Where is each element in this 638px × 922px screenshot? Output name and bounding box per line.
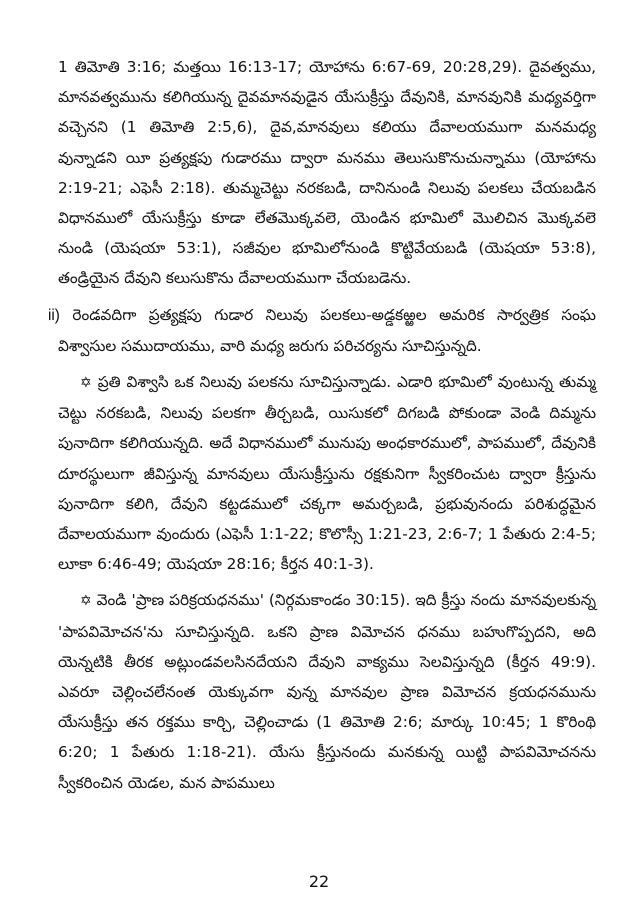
paragraph-star-1-text: ప్రతి విశ్వాసి ఒక నిలువు పలకను సూచిస్తున్నాడు. ఎడారి భూమిలో వుంటున్న తుమ్మ చెట్టు నరకబడి, నిలువు పలకగా తీర్చబడి, యిసుకలో దిగబడి పోకుండా వెండి దిమ్మను పునాదిగా కలిగియున్నది. అదే విధానములో మునుపు అంధకారములో, పాపములో, దేవునికి దూరస్థులుగా జీవిస్తున్న మానవులు యేసుక్రీస్తును రక్షకునిగా స్వీకరించుట ద్వారా క్రీస్తును పునాదిగా కలిగి, దేవుని కట్టడములో చక్కగా అమర్చబడి, ప్రభువునందు పరిశుద్ధమైన దేవాలయముగా వుందురు (ఎఫెసీ 1:1-22; కొలొస్సీ 1:21-23, 2:6-7; 1 పేతురు 2:4-5; లూకా 6:46-49; యెషయా 28:16; కీర్తన 40:1-3). bbox=[58, 373, 596, 574]
paragraph-star-2-text: వెండి 'ప్రాణ పరిక్రయధనము' (నిర్గమకాండం 30:15). ఇది క్రీస్తు నందు మానవులకున్న 'పాపవిమోచన'ను సూచిస్తున్నది. ఒకని ప్రాణ విమోచన ధనము బహుగొప్పదని, అది యెన్నటికి తీరక అట్లుండవలసినదేయని దేవుని వాక్యము సెలవిస్తున్నది (కీర్తన 49:9). ఎవరూ చెల్లించలేనంత యెక్కువగా వున్న మానవుల ప్రాణ విమోచన క్రయధనమును యేసుక్రీస్తు తన రక్తము కార్చి, చెల్లించాడు (1 తిమోతి 2:6; మార్కు 10:45; 1 కొరింథి 6:20; 1 పేతురు 1:18-21). యేసు క్రీస్తునందు మనకున్న యిట్టి పాపవిమోచనను స్వీకరించిన యెడల, మన పాపములు bbox=[58, 591, 596, 792]
star-of-david-icon: ✡ bbox=[80, 375, 92, 392]
section-label: ii) bbox=[48, 306, 60, 324]
star-of-david-icon: ✡ bbox=[80, 593, 92, 610]
page-number: 22 bbox=[308, 872, 330, 891]
paragraph-star-2 bbox=[58, 585, 596, 797]
paragraph-star-1 bbox=[58, 367, 596, 579]
section-paragraph-ii bbox=[48, 300, 596, 361]
paragraph-1: 1 తిమోతి 3:16; మత్తయి 16:13-17; యోహాను 6:67-69, 20:28,29). దైవత్వము, మానవత్వమును కలిగియున్న దైవమానవుడైన యేసుక్రీస్తు దేవునికి, మానవునికి మధ్యవర్తిగా వచ్చెనని (1 తిమోతి 2:5,6), దైవ,మానవులు కలియు దేవాలయముగా మనమధ్య వున్నాడని యీ ప్రత్యక్షపు గుడారము ద్వారా మనము తెలుసుకొనుచున్నాము (యోహాను 2:19-21; ఎఫెసీ 2:18). తుమ్మచెట్టు నరకబడి, దానినుండి నిలువు పలకలు చేయబడిన విధానములో యేసుక్రీస్తు కూడా లేతమొక్కవలె, యెండిన భూమిలో మొలిచిన మొక్కవలె నుండి (యెషయా 53:1), సజీవుల భూమిలోనుండి కొట్టివేయబడి (యెషయా 53:8), తండ్రియైన దేవుని కలుసుకొను దేవాలయముగా చేయబడెను. bbox=[58, 58, 596, 288]
section-text: రెండవదిగా ప్రత్యక్షపు గుడార నిలువు పలకలు-అడ్డకఱ్ఱల అమరిక సార్వత్రిక సంఘ విశ్వాసుల సముదాయము, వారి మధ్య జరుగు పరిచర్యను సూచిస్తున్నది. bbox=[58, 305, 596, 355]
